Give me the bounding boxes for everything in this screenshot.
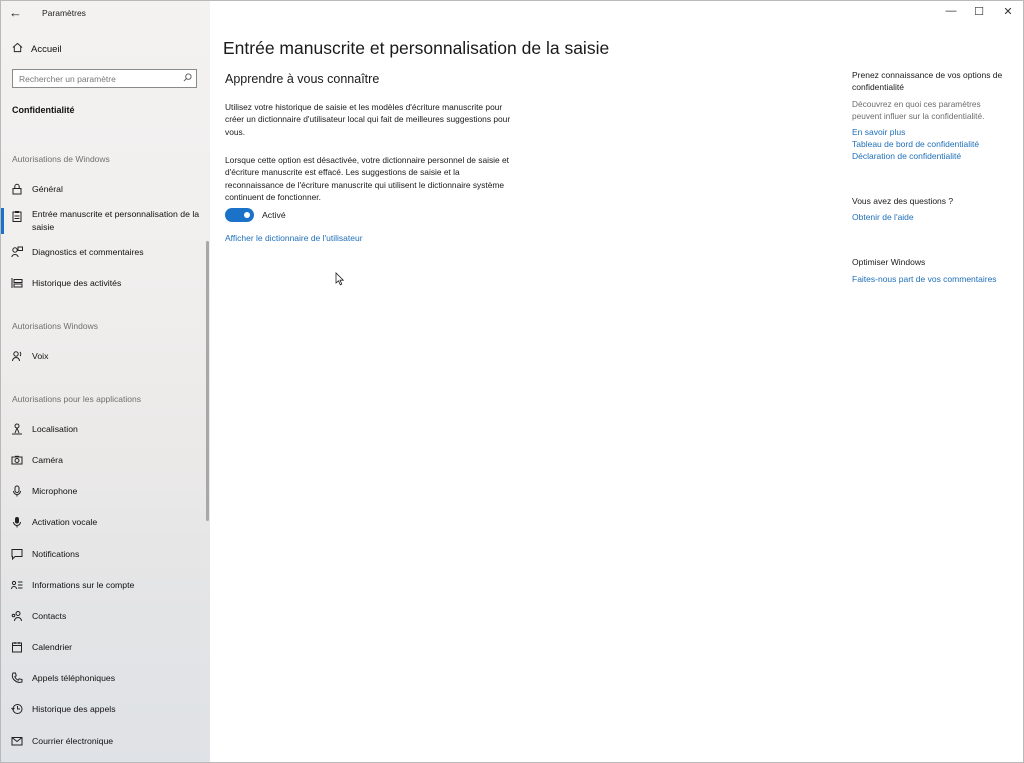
toggle-knob: [244, 212, 250, 218]
sidebar-item-label: Notifications: [32, 549, 80, 559]
notification-icon: [1, 548, 32, 560]
mouse-cursor-icon: [335, 272, 345, 286]
sidebar-item-label: Caméra: [32, 455, 63, 465]
privacy-dashboard-link[interactable]: Tableau de bord de confidentialité: [852, 139, 980, 149]
sidebar-item-account-info[interactable]: [1, 579, 210, 592]
sidebar-item-label: Microphone: [32, 486, 78, 496]
sidebar-item-email[interactable]: [1, 735, 210, 748]
privacy-options-heading: Prenez connaissance de vos options de confidentialité: [852, 70, 1003, 92]
search-input[interactable]: [12, 69, 197, 88]
back-arrow-icon[interactable]: ←: [9, 5, 22, 20]
sidebar-item-label: Localisation: [32, 424, 78, 434]
sidebar-item-location[interactable]: [1, 423, 210, 436]
sidebar-item-call-history[interactable]: [1, 703, 210, 716]
info-paragraph: Lorsque cette option est désactivée, votre dictionnaire personnel de saisie et d'écriture manuscrite est effacé. Les suggestions de saisie et la reconnaissance de l'écriture manuscrite qui utilisent le dictionnaire système continuent de fonctionner.: [225, 155, 509, 203]
toggle-state-label: Activé: [262, 210, 286, 220]
home-icon: [1, 42, 31, 56]
sidebar-item-general[interactable]: [1, 183, 210, 196]
sidebar-item-label: Appels téléphoniques: [32, 673, 116, 683]
history-icon: [1, 703, 32, 715]
sidebar-item-label: Entrée manuscrite et personnalisation de la saisie: [32, 209, 200, 232]
improve-windows-heading: Optimiser Windows: [852, 257, 926, 267]
sidebar-item-label: Historique des appels: [32, 704, 116, 714]
group-label-windows-permissions-2: Autorisations Windows: [12, 321, 98, 331]
minimize-button[interactable]: —: [945, 5, 957, 17]
sidebar-item-phone-calls[interactable]: [1, 672, 210, 685]
sidebar-item-label: Courrier électronique: [32, 736, 114, 746]
sidebar-item-label: Informations sur le compte: [32, 580, 135, 590]
home-label: Accueil: [31, 43, 62, 55]
sidebar-item-label: Calendrier: [32, 642, 73, 652]
get-help-link[interactable]: Obtenir de l'aide: [852, 212, 914, 222]
feedback-link[interactable]: Faites-nous part de vos commentaires: [852, 274, 997, 284]
personalization-toggle[interactable]: [225, 208, 254, 222]
sidebar-item-label: Contacts: [32, 611, 67, 621]
sidebar-item-label: Historique des activités: [32, 278, 122, 288]
feedback-person-icon: [1, 246, 32, 258]
mail-icon: [1, 735, 32, 747]
group-label-windows-permissions: Autorisations de Windows: [12, 154, 110, 164]
sidebar-item-diagnostics[interactable]: [1, 246, 210, 259]
sidebar-item-microphone[interactable]: [1, 485, 210, 498]
sidebar-item-voice[interactable]: [1, 350, 210, 363]
sidebar-item-contacts[interactable]: [1, 610, 210, 623]
section-subtitle: Apprendre à vous connaître: [225, 72, 380, 86]
microphone-filled-icon: [1, 516, 32, 528]
sidebar: [1, 1, 210, 763]
page-title: Entrée manuscrite et personnalisation de la saisie: [223, 38, 610, 58]
sidebar-item-notifications[interactable]: [1, 548, 210, 561]
camera-icon: [1, 454, 32, 466]
account-list-icon: [1, 579, 32, 591]
sidebar-item-label: Diagnostics et commentaires: [32, 247, 144, 257]
sidebar-item-camera[interactable]: [1, 454, 210, 467]
sidebar-item-label: Voix: [32, 351, 49, 361]
maximize-button[interactable]: ☐: [974, 6, 984, 18]
sidebar-item-label: Général: [32, 184, 63, 194]
sidebar-item-activity[interactable]: [1, 277, 210, 290]
sidebar-item-voice-activation[interactable]: [1, 516, 210, 529]
privacy-options-text: Découvrez en quoi ces paramètres peuvent influer sur la confidentialité.: [852, 99, 985, 121]
group-label-app-permissions: Autorisations pour les applications: [12, 394, 141, 404]
learn-more-link[interactable]: En savoir plus: [852, 127, 906, 137]
phone-icon: [1, 672, 32, 684]
sidebar-item-inking[interactable]: [1, 208, 210, 234]
location-person-icon: [1, 423, 32, 435]
microphone-icon: [1, 485, 32, 497]
timeline-icon: [1, 277, 32, 289]
view-dictionary-link[interactable]: Afficher le dictionnaire de l'utilisateur: [225, 233, 363, 243]
sidebar-item-calendar[interactable]: [1, 641, 210, 654]
privacy-statement-link[interactable]: Déclaration de confidentialité: [852, 151, 962, 161]
calendar-icon: [1, 641, 32, 653]
contacts-icon: [1, 610, 32, 622]
search-placeholder: Rechercher un paramètre: [19, 73, 116, 84]
clipboard-icon: [1, 208, 32, 222]
lock-icon: [1, 183, 32, 195]
window-title: Paramètres: [42, 8, 86, 18]
description-paragraph: Utilisez votre historique de saisie et les modèles d'écriture manuscrite pour créer un dictionnaire d'utilisateur local qui fait de meilleures suggestions pour vous.: [225, 102, 511, 137]
close-button[interactable]: ✕: [1003, 6, 1013, 18]
speech-person-icon: [1, 350, 32, 362]
sidebar-item-label: Activation vocale: [32, 517, 98, 527]
questions-heading: Vous avez des questions ?: [852, 196, 954, 206]
search-icon[interactable]: [178, 73, 196, 84]
sidebar-item-home[interactable]: [1, 39, 210, 59]
current-section-title: Confidentialité: [12, 105, 75, 115]
sidebar-scrollbar[interactable]: [206, 241, 209, 521]
